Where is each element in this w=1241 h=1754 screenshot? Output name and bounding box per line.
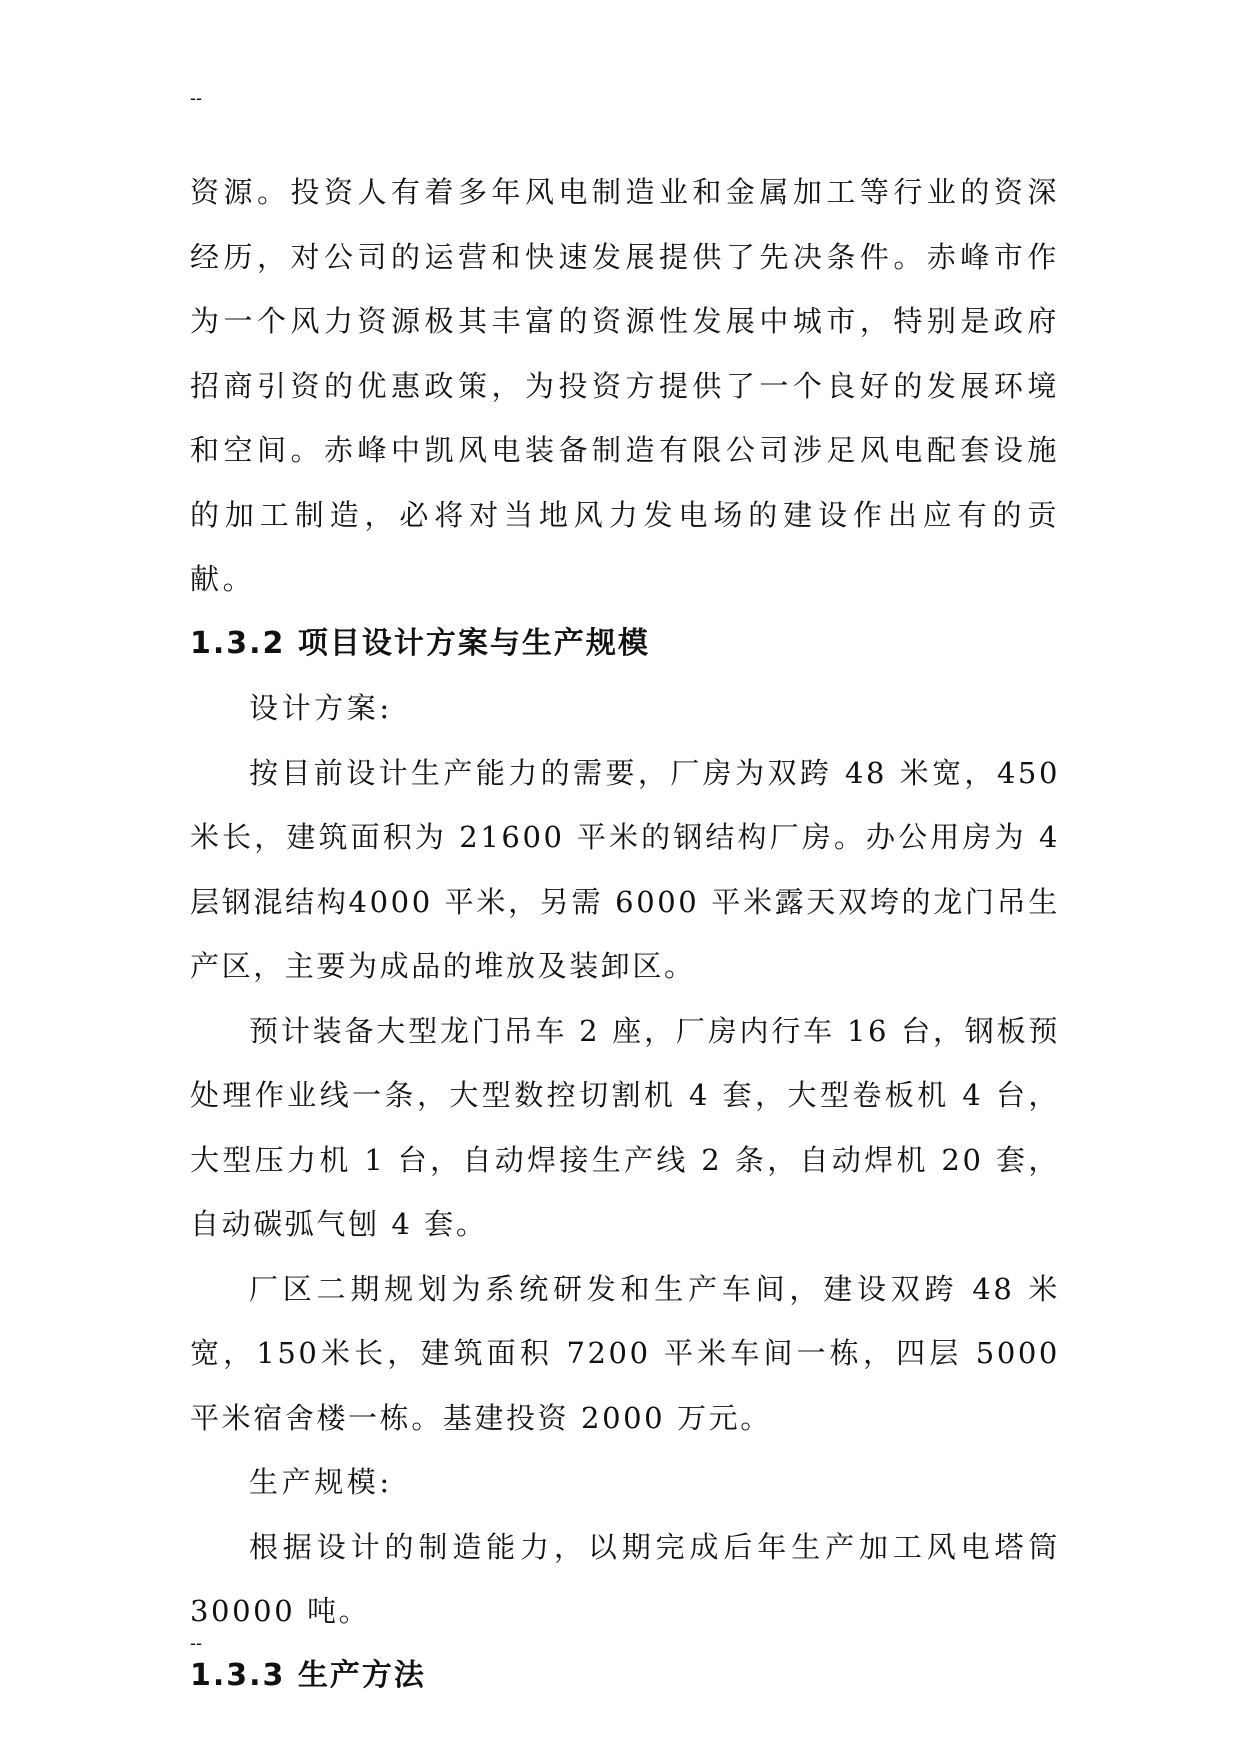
design-paragraph-3: 厂区二期规划为系统研发和生产车间，建设双跨 48 米宽，150米长，建筑面积 7200 平米车间一栋，四层 5000 平米宿舍楼一栋。基建投资 2000 万元。 (190, 1271, 1060, 1435)
footer-marker: -- (190, 1633, 202, 1653)
document-body (190, 160, 1060, 1708)
design-plan-label: 设计方案: (249, 691, 393, 725)
intro-paragraph: 资源。投资人有着多年风电制造业和金属加工等行业的资深经历，对公司的运营和快速发展提供了先决条件。赤峰市作为一个风力资源极其丰富的资源性发展中城市，特别是政府招商引资的优惠政策，为投资方提供了一个良好的发展环境和空间。赤峰中凯风电装备制造有限公司涉足风电配套设施的加工制造，必将对当地风力发电场的建设作出应有的贡献。 (190, 175, 1060, 596)
design-paragraph-2: 预计装备大型龙门吊车 2 座，厂房内行车 16 台，钢板预处理作业线一条，大型数控切割机 4 套，大型卷板机 4 台，大型压力机 1 台，自动焊接生产线 2 条，自动焊机 20 套，自动碳弧气刨 4 套。 (190, 1013, 1060, 1241)
section-heading-1-3-3: 1.3.3 生产方法 (190, 1657, 426, 1693)
section-heading-1-3-2: 1.3.2 项目设计方案与生产规模 (190, 625, 650, 661)
production-scale-label: 生产规模: (249, 1465, 393, 1499)
design-paragraph-1: 按目前设计生产能力的需要，厂房为双跨 48 米宽，450 米长，建筑面积为 21600 平米的钢结构厂房。办公用房为 4 层钢混结构4000 平米，另需 6000 平米露天双垮的龙门吊生产区，主要为成品的堆放及装卸区。 (190, 755, 1060, 983)
header-marker: -- (190, 88, 202, 108)
production-scale-paragraph: 根据设计的制造能力，以期完成后年生产加工风电塔筒 30000 吨。 (190, 1529, 1060, 1628)
